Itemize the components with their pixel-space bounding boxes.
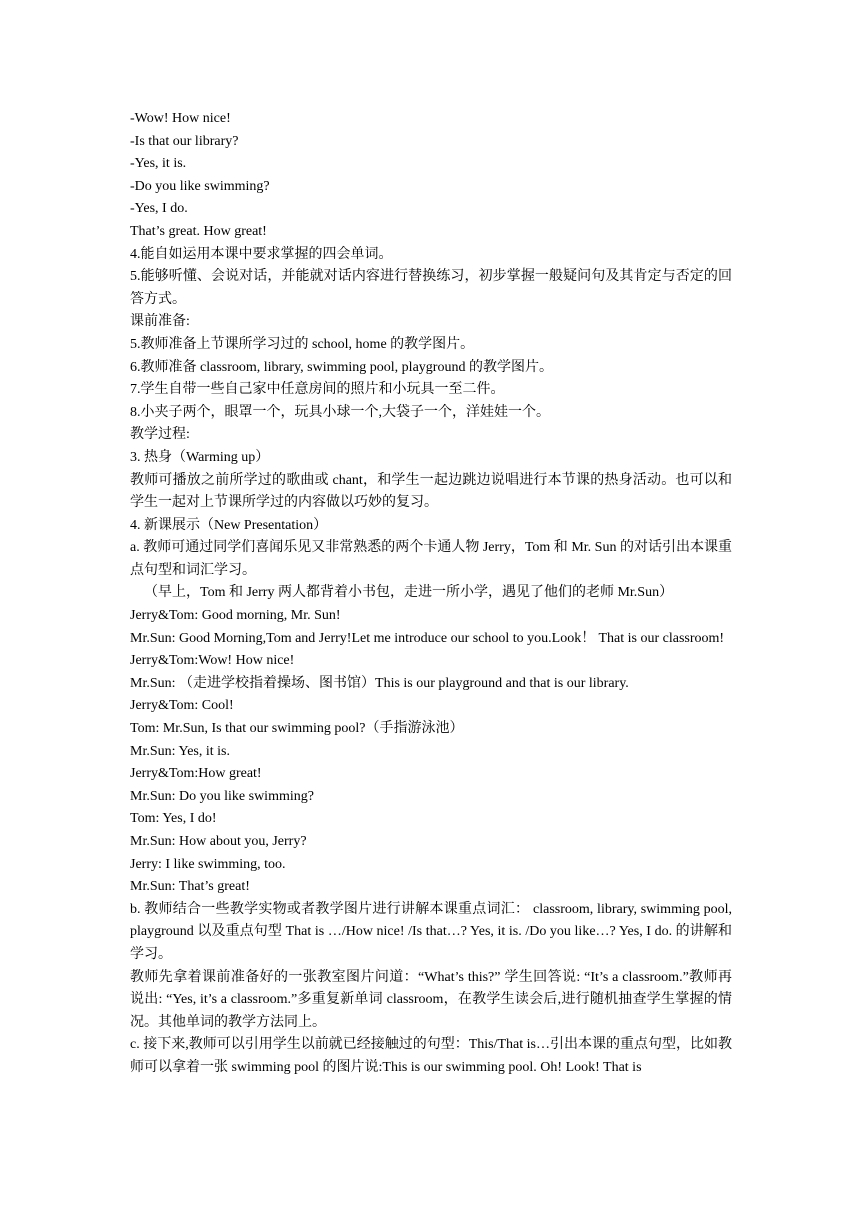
paragraph: a. 教师可通过同学们喜闻乐见又非常熟悉的两个卡通人物 Jerry，Tom 和 Mr. Sun 的对话引出本课重点句型和词汇学习。: [130, 540, 732, 578]
text-line: -Wow! How nice!: [130, 111, 231, 126]
text-line: That’s great. How great!: [130, 223, 267, 239]
text-line: Tom: Mr.Sun, Is that our swimming pool?（手指游泳池）: [130, 721, 464, 737]
text-line: Mr.Sun: Yes, it is.: [130, 743, 230, 759]
text-line: 7.学生自带一些自己家中任意房间的照片和小玩具一至二件。: [130, 382, 505, 398]
text-line: -Is that our library?: [130, 133, 239, 149]
text-line: 教学过程:: [130, 427, 190, 443]
text-line: Mr.Sun: That’s great!: [130, 879, 250, 895]
text-line: Mr.Sun: Do you like swimming?: [130, 788, 314, 804]
text-line: 5.教师准备上节课所学习过的 school, home 的教学图片。: [130, 336, 475, 352]
text-line: Tom: Yes, I do!: [130, 811, 217, 827]
text-line: 3. 热身（Warming up）: [130, 449, 270, 465]
paragraph: 教师先拿着课前准备好的一张教室图片问道：“What’s this?” 学生回答说: “It’s a classroom.”教师再说出: “Yes, it’s a classroom.”多重复新单词 classroom，在教学生读会后,进行随机抽查学生掌握的情况。其他单词的教学方法同上。: [130, 969, 732, 1030]
text-line: -Do you like swimming?: [130, 178, 270, 194]
text-line: 8.小夹子两个，眼罩一个，玩具小球一个,大袋子一个，洋娃娃一个。: [130, 404, 550, 420]
indented-line: （早上，Tom 和 Jerry 两人都背着小书包，走进一所小学，遇见了他们的老师 Mr.Sun）: [144, 585, 674, 601]
text-line: Jerry: I like swimming, too.: [130, 856, 286, 872]
paragraph: Mr.Sun: Good Morning,Tom and Jerry!Let me introduce our school to you.Look！ That is our classroom!: [130, 630, 725, 646]
paragraph: 教师可播放之前所学过的歌曲或 chant，和学生一起边跳边说唱进行本节课的热身活动。也可以和学生一起对上节课所学过的内容做以巧妙的复习。: [130, 472, 732, 511]
text-line: Mr.Sun: How about you, Jerry?: [130, 834, 307, 849]
paragraph: b. 教师结合一些教学实物或者教学图片进行讲解本课重点词汇： classroom, library, swimming pool, playground 以及重点句型 That is …/How nice! /Is that…? Yes, it is. /Do you like…? Yes, I do. 的讲解和学习。: [130, 901, 732, 962]
text-line: Jerry&Tom: Good morning, Mr. Sun!: [130, 608, 341, 624]
text-line: 课前准备:: [130, 314, 190, 330]
text-line: Jerry&Tom: Cool!: [130, 698, 234, 714]
text-line: Mr.Sun: （走进学校指着操场、图书馆）This is our playground and that is our library.: [130, 675, 629, 691]
text-line: Jerry&Tom:How great!: [130, 766, 262, 782]
text-line: 4. 新课展示（New Presentation）: [130, 517, 328, 533]
text-line: -Yes, I do.: [130, 201, 188, 217]
text-line: -Yes, it is.: [130, 156, 187, 172]
text-line: Jerry&Tom:Wow! How nice!: [130, 653, 295, 669]
paragraph: c. 接下来,教师可以引用学生以前就已经接触过的句型：This/That is…引出本课的重点句型，比如教师可以拿着一张 swimming pool 的图片说:This is our swimming pool. Oh! Look! That is: [130, 1037, 732, 1075]
document-body: [130, 108, 732, 1080]
text-line: 6.教师准备 classroom, library, swimming pool, playground 的教学图片。: [130, 359, 553, 375]
paragraph: 5.能够听懂、会说对话，并能就对话内容进行替换练习，初步掌握一般疑问句及其肯定与否定的回答方式。: [130, 269, 732, 307]
text-line: 4.能自如运用本课中要求掌握的四会单词。: [130, 246, 393, 262]
